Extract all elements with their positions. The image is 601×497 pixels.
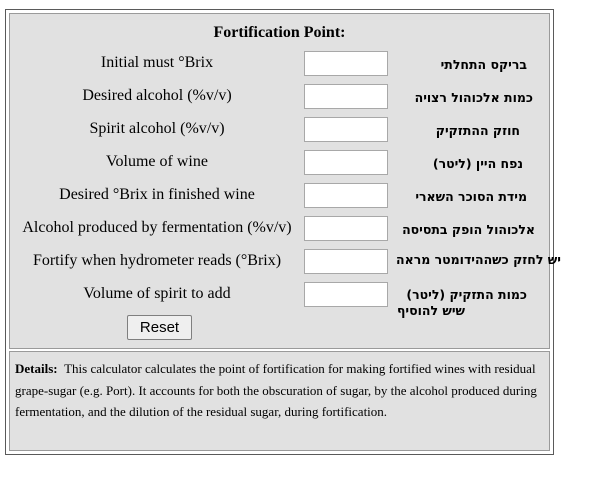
hydrometer-reading-input[interactable] xyxy=(304,249,388,274)
hydrometer-reading-hebrew-label: יש לחזק כשההידומטר מראה xyxy=(396,252,561,267)
wine-volume-input[interactable] xyxy=(304,150,388,175)
calculator-title: Fortification Point: xyxy=(213,24,346,41)
desired-alcohol-label: Desired alcohol (%v/v) xyxy=(82,87,232,104)
details-text: This calculator calculates the point of fortification for making fortified wines with residual grape-sugar (e.g. Port). It accounts for both the obscuration of sugar, by the alcohol produced during fermentation, and the dilution of the residual sugar, during fortification. xyxy=(15,361,537,419)
spirit-volume-hebrew-label: כמות התזקיק (ליטר) xyxy=(406,287,527,302)
fortification-calculator xyxy=(5,9,561,455)
desired-final-brix-label: Desired °Brix in finished wine xyxy=(59,186,255,203)
desired-final-brix-input[interactable] xyxy=(304,183,388,208)
hydrometer-reading-label: Fortify when hydrometer reads (°Brix) xyxy=(32,252,282,269)
input-panel xyxy=(9,13,561,349)
spirit-alcohol-input[interactable] xyxy=(304,117,388,142)
initial-brix-hebrew-label: בריקס התחלתי xyxy=(440,57,527,72)
spirit-alcohol-label: Spirit alcohol (%v/v) xyxy=(89,120,225,137)
spirit-volume-input[interactable] xyxy=(304,282,388,307)
spirit-volume-label: Volume of spirit to add xyxy=(83,285,231,302)
spirit-volume-hebrew-label-line2: שיש להוסיף xyxy=(396,303,465,318)
details-heading: Details: xyxy=(15,361,58,376)
desired-alcohol-hebrew-label: כמות אלכוהול רצויה xyxy=(414,90,533,105)
fermentation-alcohol-label: Alcohol produced by fermentation (%v/v) xyxy=(22,219,292,236)
wine-volume-label: Volume of wine xyxy=(106,153,208,170)
spirit-alcohol-hebrew-label: חוזק ההתזקיק xyxy=(435,123,520,138)
fermentation-alcohol-hebrew-label: אלכוהול הופק בתסיסה xyxy=(402,222,535,237)
desired-final-brix-hebrew-label: מידת הסוכר השארי xyxy=(415,189,527,204)
initial-brix-label: Initial must °Brix xyxy=(100,54,214,71)
wine-volume-hebrew-label: נפח היין (ליטר) xyxy=(432,156,523,171)
fermentation-alcohol-input[interactable] xyxy=(304,216,388,241)
reset-button[interactable]: Reset xyxy=(127,315,192,340)
details-panel xyxy=(9,351,550,451)
desired-alcohol-input[interactable] xyxy=(304,84,388,109)
initial-brix-input[interactable] xyxy=(304,51,388,76)
